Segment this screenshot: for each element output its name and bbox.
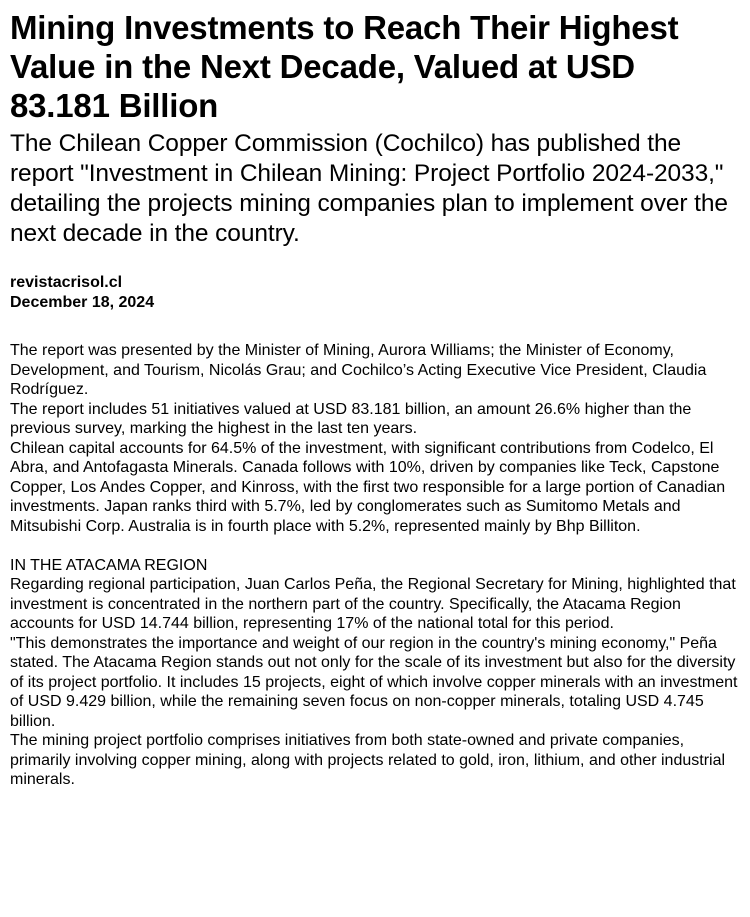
article-headline: Mining Investments to Reach Their Highest Value in the Next Decade, Valued at USD 83.181 Billion [10,9,679,124]
article-body [10,341,740,790]
article-meta [10,273,740,313]
article-source: revistacrisol.cl [10,274,123,291]
body-paragraph: The report includes 51 initiatives valued at USD 83.181 billion, an amount 26.6% higher than the previous survey, marking the highest in the last ten years. [10,400,692,437]
article-date: December 18, 2024 [10,294,155,311]
body-paragraph: Chilean capital accounts for 64.5% of the investment, with significant contributions from Codelco, El Abra, and Antofagasta Minerals. Canada follows with 10%, driven by companies like Teck, Capstone Copper, Los Andes Copper, and Kinross, with the first two responsible for a large portion of Canadian investments. Japan ranks third with 5.7%, led by conglomerates such as Sumitomo Metals and Mitsubishi Corp. Australia is in fourth place with 5.2%, represented mainly by Bhp Billiton. [10,439,726,535]
article-deck: The Chilean Copper Commission (Cochilco) has published the report "Investment in Chilean Mining: Project Portfolio 2024-2033," detailing the projects mining companies plan to implement over the next decade in the country. [10,130,728,247]
section-heading: IN THE ATACAMA REGION [10,556,208,574]
body-paragraph: Regarding regional participation, Juan Carlos Peña, the Regional Secretary for Mining, highlighted that investment is concentrated in the northern part of the country. Specifically, the Atacama Region accounts for USD 14.744 billion, representing 17% of the national total for this period. [10,576,736,632]
body-paragraph: The mining project portfolio comprises initiatives from both state-owned and private companies, primarily involving copper mining, along with projects related to gold, iron, lithium, and other industrial minerals. [10,732,726,788]
body-paragraph: The report was presented by the Minister of Mining, Aurora Williams; the Minister of Economy, Development, and Tourism, Nicolás Grau; and Cochilco’s Acting Executive Vice President, Claudia Rodríguez. [10,342,707,398]
body-paragraph: "This demonstrates the importance and weight of our region in the country's mining economy," Peña stated. The Atacama Region stands out not only for the scale of its investment but also for the diversity of its project portfolio. It includes 15 projects, eight of which involve copper minerals with an investment of USD 9.429 billion, while the remaining seven focus on non-copper minerals, totaling USD 4.745 billion. [10,634,738,730]
